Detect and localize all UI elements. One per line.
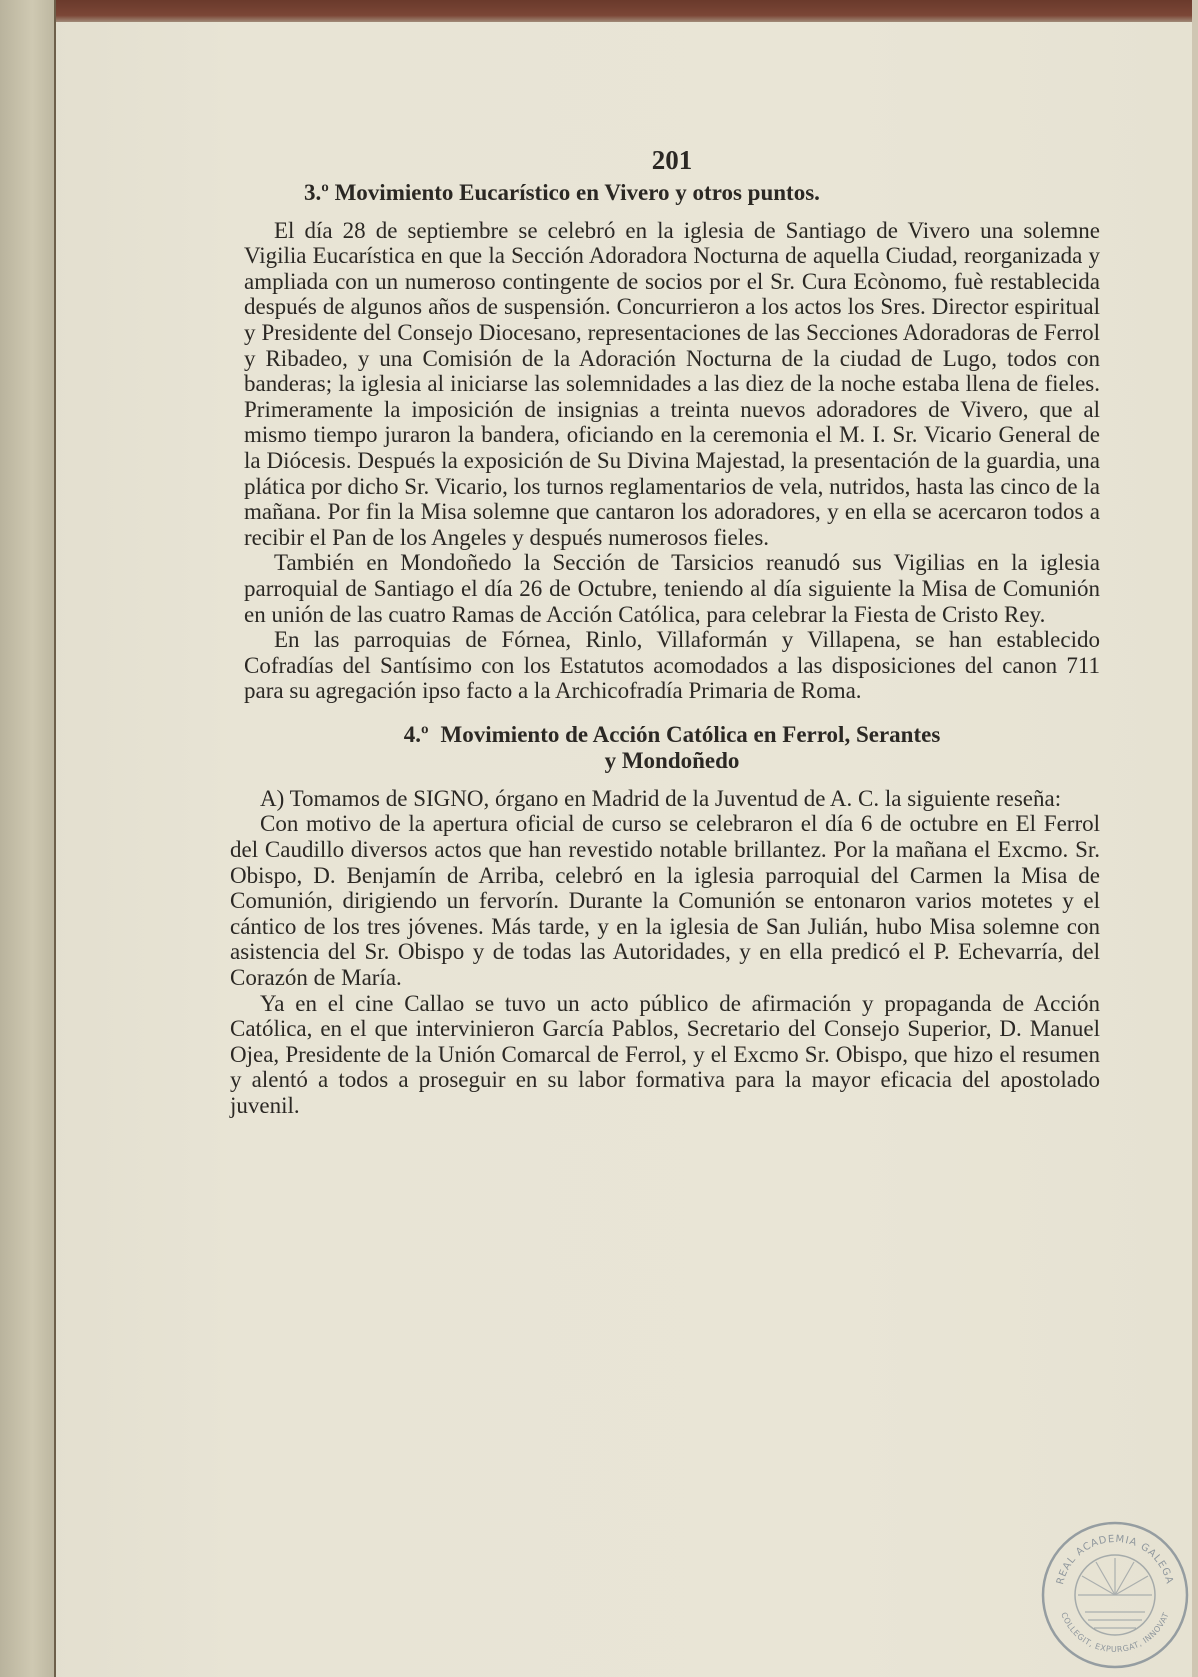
section-4-heading-line-1: Movimiento de Acción Católica en Ferrol, Serantes bbox=[440, 721, 941, 747]
section-4-heading-line-2: y Mondoñedo bbox=[604, 747, 740, 773]
seal-text-top: REAL ACADEMIA GALEGA bbox=[1055, 1533, 1175, 1586]
section-3-paragraph-2: También en Mondoñedo la Sección de Tarsicios reanudó sus Vigilias en la iglesia parroquial de Santiago el día 26 de Octubre, teniendo al día siguiente la Misa de Comunión en unión de las cuatro Ramas de Acción Católica, para celebrar la Fiesta de Cristo Rey. bbox=[244, 550, 1100, 627]
section-4-paragraph-3: Ya en el cine Callao se tuvo un acto público de afirmación y propaganda de Acción Católica, en el que intervinieron García Pablos, Secretario del Consejo Superior, D. Manuel Ojea, Presidente de la Unión Comarcal de Ferrol, y el Excmo Sr. Obispo, que hizo el resumen y alentó a todos a proseguir en su labor formativa para la mayor eficacia del apostolado juvenil. bbox=[230, 990, 1100, 1118]
section-3-paragraph-3: En las parroquias de Fórnea, Rinlo, Villaformán y Villapena, se han establecido Cofradías del Santísimo con los Estatutos acomodados a las disposiciones del canon 711 para su agregación ipso facto a la Archicofradía Primaria de Roma. bbox=[244, 627, 1100, 704]
seal-text-bottom: COLLEGIT, EXPURGAT, INNOVAT bbox=[1059, 1610, 1171, 1655]
page-content bbox=[230, 145, 1100, 1119]
section-4-paragraph-2: Con motivo de la apertura oficial de curso se celebraron el día 6 de octubre en El Ferrol del Caudillo diversos actos que han revestido notable brillantez. Por la mañana el Excmo. Sr. Obispo, D. Benjamín de Arriba, celebró en la iglesia parroquial del Carmen la Misa de Comunión, dirigiendo un fervorín. Durante la Comunión se entonaron varios motetes y el cántico de los tres jóvenes. Más tarde, y en la iglesia de San Julián, hubo Misa solemne con asistencia del Sr. Obispo y de todas las Autoridades, y en ella predicó el P. Echevarría, del Corazón de María. bbox=[230, 811, 1100, 991]
section-3-paragraph-1: El día 28 de septiembre se celebró en la iglesia de Santiago de Vivero una solemne Vigilia Eucarística en que la Sección Adoradora Nocturna de aquella Ciudad, reorganizada y ampliada con un numeroso contingente de socios por el Sr. Cura Ecònomo, fuè restablecida después de algunos años de suspensión. Concurrieron a los actos los Sres. Director espiritual y Presidente del Consejo Diocesano, representaciones de las Secciones Adoradoras de Ferrol y Ribadeo, y una Comisión de la Adoración Nocturna de la ciudad de Lugo, todos con banderas; la iglesia al iniciarse las solemnidades a las diez de la noche estaba llena de fieles. Primeramente la imposición de insignias a treinta nuevos adoradores de Vivero, que al mismo tiempo juraron la bandera, oficiando en la ceremonia el M. I. Sr. Vicario General de la Diócesis. Después la exposición de Su Divina Majestad, la presentación de la guardia, una plática por dicho Sr. Vicario, los turnos reglamentarios de vela, nutridos, hasta las cinco de la mañana. Por fin la Misa solemne que cantaron los adoradores, y en ella se acercaron todos a recibir el Pan de los Angeles y después numerosos fieles. bbox=[244, 217, 1100, 550]
section-4-heading bbox=[244, 722, 1100, 774]
page-number: 201 bbox=[651, 145, 693, 175]
cover-edge bbox=[0, 0, 1198, 22]
page-edge bbox=[1192, 0, 1198, 1677]
section-4-number: 4.º bbox=[403, 721, 429, 747]
page-binding bbox=[0, 0, 56, 1677]
library-seal-stamp bbox=[1040, 1520, 1190, 1670]
section-3-heading: 3.º Movimiento Eucarístico en Vivero y otros puntos. bbox=[304, 179, 820, 205]
section-4-body bbox=[230, 786, 1100, 1119]
section-4-paragraph-1: A) Tomamos de SIGNO, órgano en Madrid de la Juventud de A. C. la siguiente reseña: bbox=[260, 785, 1062, 811]
svg-text:COLLEGIT, EXPURGAT, INNOVAT bbox=[1059, 1611, 1171, 1654]
